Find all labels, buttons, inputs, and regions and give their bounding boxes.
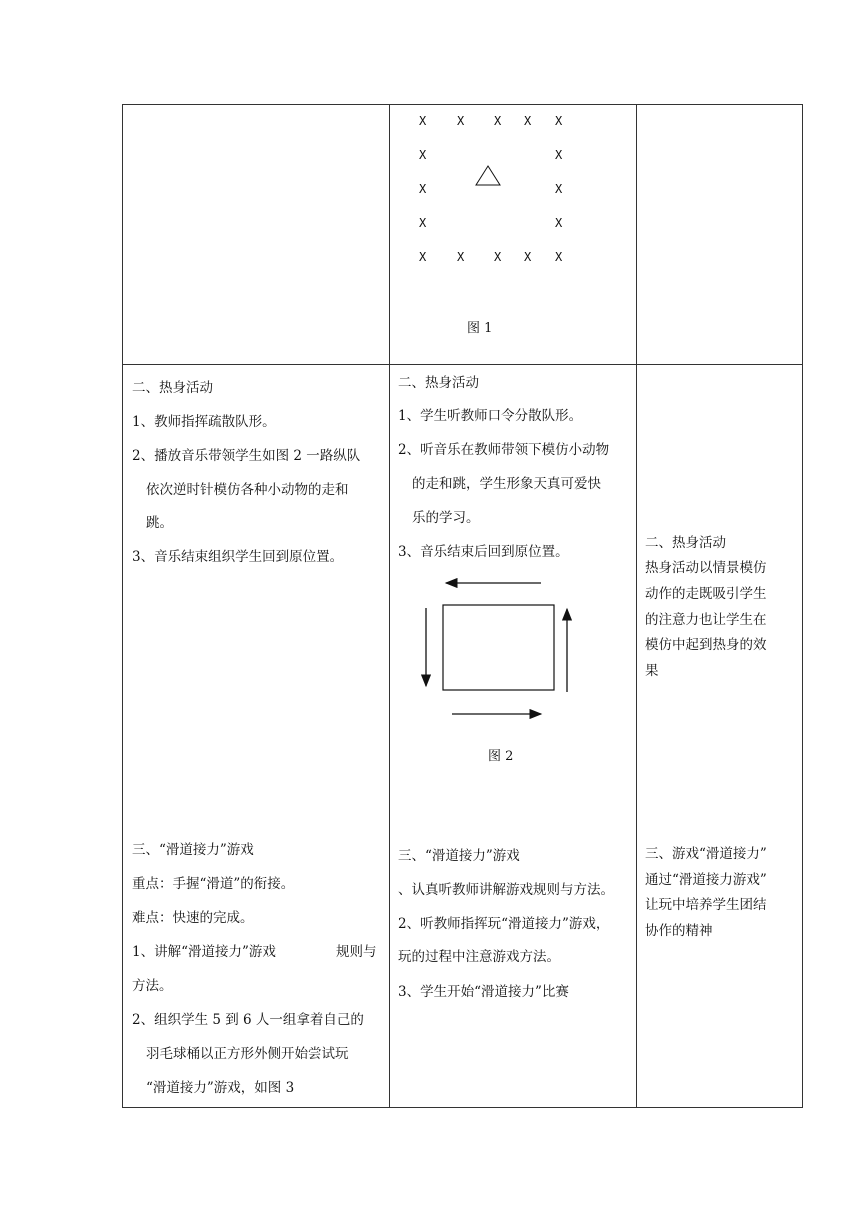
- purpose-line: 模仿中起到热身的效: [645, 637, 767, 653]
- relay-difficulty: 难点：快速的完成。: [132, 910, 254, 926]
- warmup-item: 乐的学习。: [412, 510, 480, 526]
- relay-item: 羽毛球桶以正方形外侧开始尝试玩: [146, 1046, 349, 1062]
- formation-mark: X: [419, 250, 427, 264]
- formation-mark: X: [555, 148, 563, 162]
- relay-item: 玩的过程中注意游戏方法。: [398, 949, 560, 965]
- formation-mark: X: [494, 114, 502, 128]
- formation-mark: X: [419, 114, 427, 128]
- warmup-item: 1、教师指挥疏散队形。: [132, 414, 276, 430]
- relay-heading: 三、“滑道接力”游戏: [132, 842, 254, 858]
- formation-mark: X: [524, 250, 532, 264]
- warmup-item: 依次逆时针模仿各种小动物的走和: [146, 482, 349, 498]
- warmup-item: 的走和跳，学生形象天真可爱快: [412, 476, 601, 492]
- figure-2-caption: 图 2: [488, 749, 514, 764]
- purpose-line: 果: [645, 663, 659, 679]
- purpose-heading: 二、热身活动: [645, 535, 726, 551]
- square-field: [443, 605, 554, 690]
- warmup-item: 跳。: [146, 515, 173, 531]
- warmup-item: 3、音乐结束后回到原位置。: [398, 544, 569, 560]
- relay-heading: 三、“滑道接力”游戏: [398, 848, 520, 864]
- purpose-line: 动作的走既吸引学生: [645, 586, 767, 602]
- formation-mark: X: [555, 114, 563, 128]
- relay-item: 2、组织学生 5 到 6 人一组拿着自己的: [132, 1012, 364, 1028]
- purpose-line: 协作的精神: [645, 923, 713, 939]
- formation-mark: X: [555, 250, 563, 264]
- formation-mark: X: [419, 148, 427, 162]
- warmup-item: 1、学生听教师口令分散队形。: [398, 408, 583, 424]
- purpose-line: 通过“滑道接力游戏”: [645, 872, 767, 888]
- formation-mark: X: [494, 250, 502, 264]
- warmup-item: 2、播放音乐带领学生如图 2 一路纵队: [132, 448, 361, 464]
- warmup-heading: 二、热身活动: [398, 375, 479, 391]
- formation-mark: X: [419, 216, 427, 230]
- purpose-line: 三、游戏“滑道接力”: [645, 846, 767, 862]
- formation-mark: X: [419, 182, 427, 196]
- formation-mark: X: [555, 216, 563, 230]
- relay-item: 、认真听教师讲解游戏规则与方法。: [398, 882, 614, 898]
- purpose-line: 热身活动以情景模仿: [645, 560, 767, 576]
- figure-1-caption: 图 1: [467, 321, 493, 336]
- purpose-line: 让玩中培养学生团结: [645, 897, 767, 913]
- formation-mark: X: [457, 114, 465, 128]
- relay-item: 方法。: [132, 978, 173, 994]
- warmup-item: 2、听音乐在教师带领下模仿小动物: [398, 442, 610, 458]
- warmup-heading: 二、热身活动: [132, 380, 213, 396]
- formation-mark: X: [555, 182, 563, 196]
- relay-item: 2、听教师指挥玩“滑道接力”游戏，: [398, 916, 610, 932]
- relay-item: 3、学生开始“滑道接力”比赛: [398, 984, 569, 1000]
- relay-item: “滑道接力”游戏，如图 3: [146, 1080, 295, 1096]
- purpose-line: 的注意力也让学生在: [645, 612, 767, 628]
- relay-item: 1、讲解“滑道接力”游戏: [132, 944, 276, 960]
- relay-item: 规则与: [336, 944, 377, 960]
- warmup-item: 3、音乐结束组织学生回到原位置。: [132, 549, 344, 565]
- relay-key-point: 重点：手握“滑道”的衔接。: [132, 876, 295, 892]
- formation-mark: X: [457, 250, 465, 264]
- formation-mark: X: [524, 114, 532, 128]
